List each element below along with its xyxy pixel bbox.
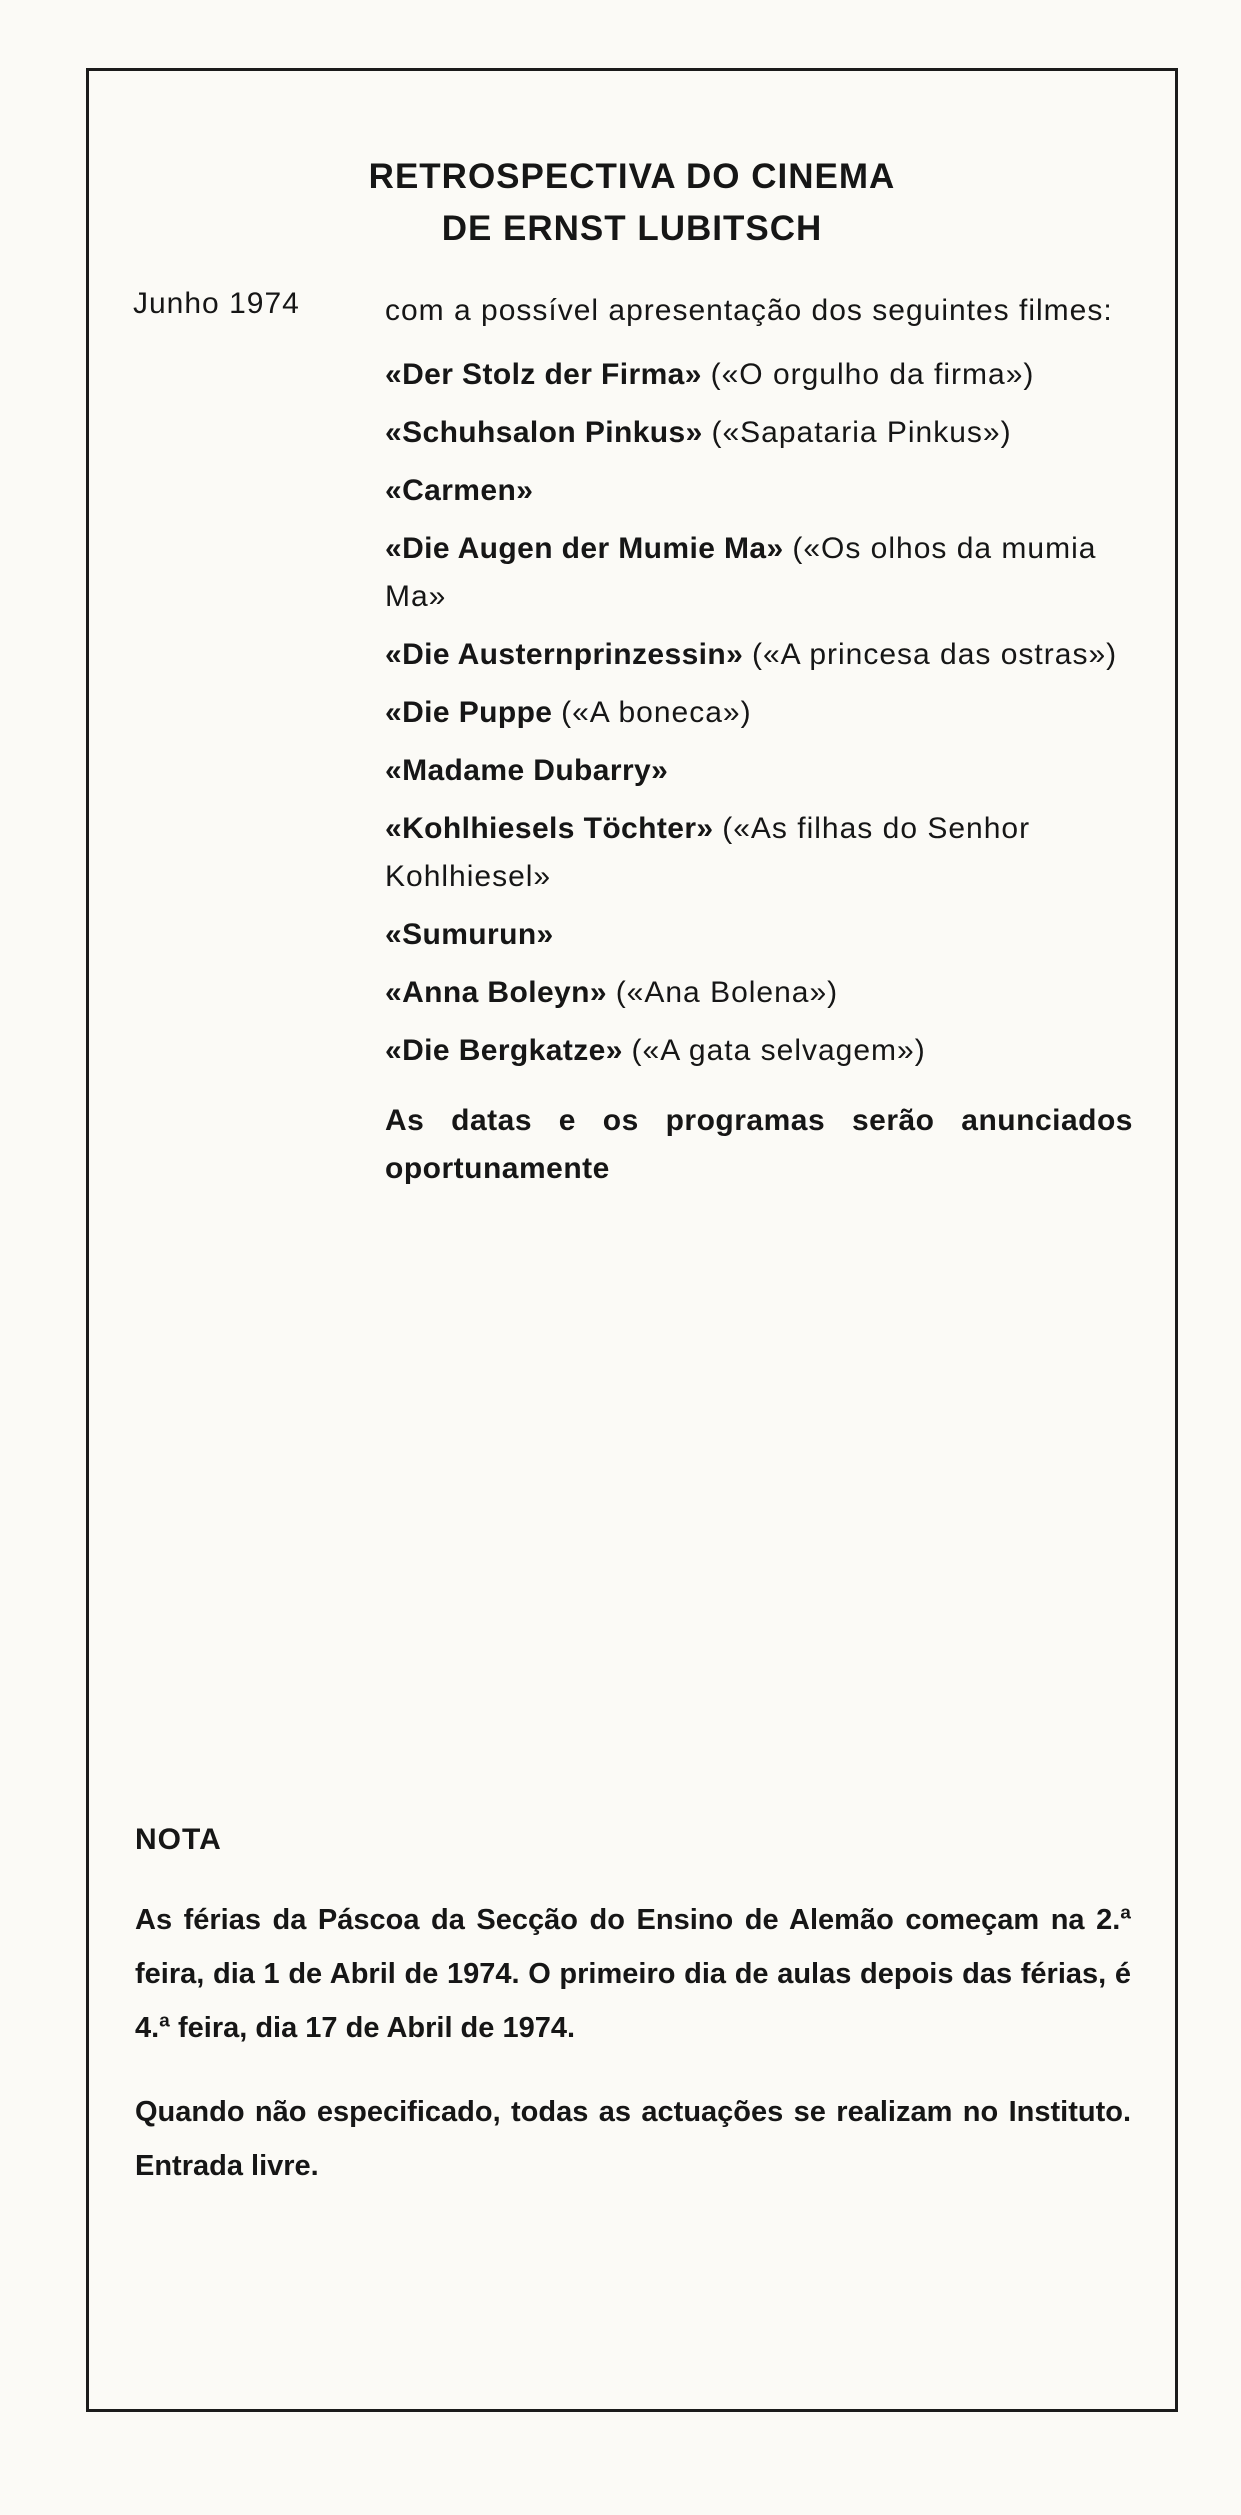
film-item bbox=[385, 1027, 1133, 1075]
film-translation: («As filhas do Senhor Kohlhiesel» bbox=[385, 812, 1031, 893]
film-translation: («A gata selvagem») bbox=[631, 1034, 926, 1067]
document-frame bbox=[86, 68, 1178, 2412]
film-translation: («Sapataria Pinkus») bbox=[711, 416, 1012, 449]
film-list bbox=[385, 351, 1133, 1075]
film-title: «Anna Boleyn» bbox=[385, 976, 607, 1009]
program-content bbox=[385, 287, 1133, 1193]
film-item bbox=[385, 969, 1133, 1017]
note-body bbox=[135, 1893, 1131, 2223]
film-translation: («O orgulho da firma») bbox=[710, 358, 1035, 391]
film-item bbox=[385, 805, 1133, 901]
film-title: «Schuhsalon Pinkus» bbox=[385, 416, 703, 449]
note-heading: NOTA bbox=[135, 1823, 222, 1856]
film-item bbox=[385, 467, 1133, 515]
film-title: «Die Austernprinzessin» bbox=[385, 638, 744, 671]
title-line-1: RETROSPECTIVA DO CINEMA bbox=[368, 157, 896, 196]
film-title: «Madame Dubarry» bbox=[385, 754, 669, 787]
note-paragraph-holidays: As férias da Páscoa da Secção do Ensino de Alemão começam na 2.ª feira, dia 1 de Abril de 1974. O primeiro dia de aulas depois das férias, é 4.ª feira, dia 17 de Abril de 1974. bbox=[135, 1904, 1131, 2044]
intro-text: com a possível apresentação dos seguintes filmes: bbox=[385, 294, 1113, 327]
film-title: «Carmen» bbox=[385, 474, 534, 507]
film-item bbox=[385, 525, 1133, 621]
dates-announcement: As datas e os programas serão anunciados oportunamente bbox=[385, 1104, 1133, 1185]
film-item bbox=[385, 631, 1133, 679]
note-paragraph-venue: Quando não especificado, todas as actuações se realizam no Instituto. Entrada livre. bbox=[135, 2096, 1131, 2182]
film-translation: («A boneca») bbox=[561, 696, 752, 729]
film-translation: («Ana Bolena») bbox=[615, 976, 839, 1009]
page-title bbox=[89, 151, 1175, 255]
film-translation: («Os olhos da mumia Ma» bbox=[385, 532, 1097, 613]
film-title: «Die Augen der Mumie Ma» bbox=[385, 532, 784, 565]
film-title: «Kohlhiesels Töchter» bbox=[385, 812, 714, 845]
film-item bbox=[385, 351, 1133, 399]
film-title: «Die Puppe bbox=[385, 696, 553, 729]
film-translation: («A princesa das ostras») bbox=[751, 638, 1118, 671]
film-item bbox=[385, 747, 1133, 795]
film-item bbox=[385, 911, 1133, 959]
event-date: Junho 1974 bbox=[133, 287, 300, 320]
film-title: «Sumurun» bbox=[385, 918, 554, 951]
film-title: «Der Stolz der Firma» bbox=[385, 358, 702, 391]
film-item bbox=[385, 689, 1133, 737]
film-title: «Die Bergkatze» bbox=[385, 1034, 623, 1067]
film-item bbox=[385, 409, 1133, 457]
title-line-2: DE ERNST LUBITSCH bbox=[441, 209, 823, 248]
